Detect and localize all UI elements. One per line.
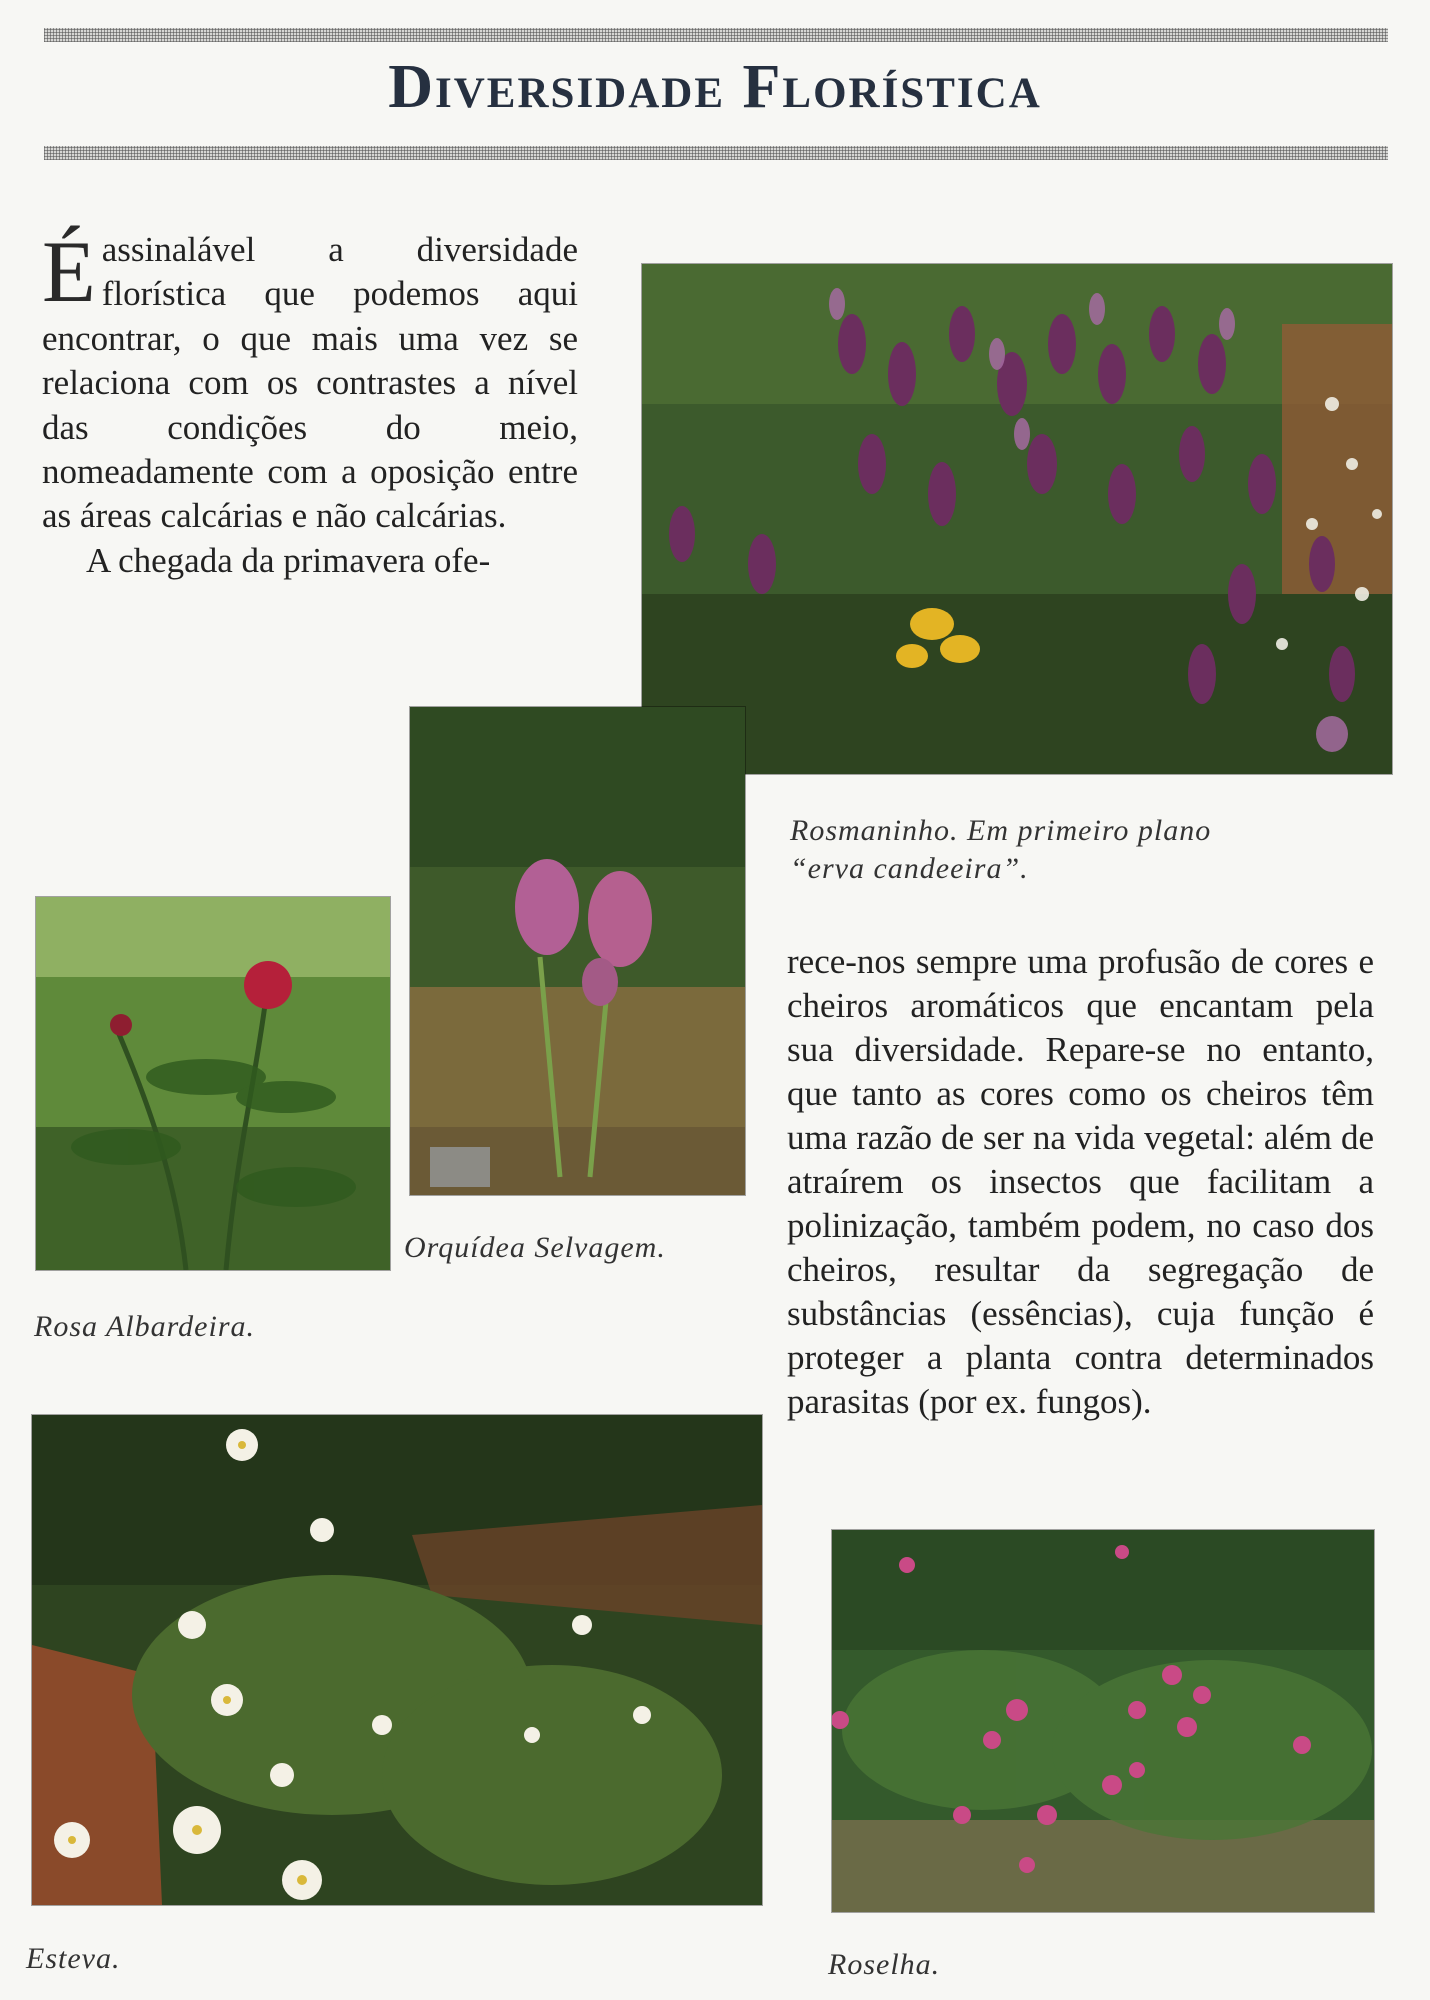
caption-roselha: Roselha.: [828, 1948, 941, 1981]
caption-orquidea: Orquídea Selvagem.: [404, 1231, 666, 1264]
photo-roselha: [832, 1530, 1374, 1912]
caption-rosmaninho-line2: “erva candeeira”.: [790, 852, 1029, 885]
intro-paragraph-text: assinalável a diversidade florística que podemos aqui encontrar, o que mais uma vez se relaciona com os contrastes a nível das condições do meio, nomeadamente com a oposição entre as áreas calcárias e não calcárias.: [42, 230, 578, 536]
caption-rosmaninho: [790, 812, 1310, 888]
page-title: Diversidade Florística: [388, 53, 1042, 121]
photo-orquidea: [410, 707, 745, 1195]
esteva-image: [32, 1415, 762, 1905]
photo-rosa: [36, 897, 390, 1270]
rosa-image: [36, 897, 390, 1270]
continuation-paragraph: rece-nos sempre uma profusão de cores e cheiros aromáticos que encantam pela sua diversidade. Repare-se no entanto, que tanto as cores como os cheiros têm uma razão de ser na vida vegetal: além de atraírem os insectos que facilitam a polinização, também podem, no caso dos cheiros, resultar da segregação de substâncias (essências), cuja função é proteger a planta contra determinados parasitas (por ex. fungos).: [787, 942, 1374, 1421]
header-rule-top: [44, 28, 1388, 42]
rosmaninho-image: [642, 264, 1392, 774]
photo-rosmaninho: [642, 264, 1392, 774]
orquidea-image: [410, 707, 745, 1195]
photo-esteva: [32, 1415, 762, 1905]
drop-cap: É: [42, 224, 96, 321]
caption-rosmaninho-line1: Rosmaninho. Em primeiro plano: [790, 814, 1212, 847]
intro-paragraph: [42, 224, 578, 539]
caption-rosa: Rosa Albardeira.: [34, 1310, 256, 1343]
header-rule-bottom: [44, 146, 1388, 160]
second-paragraph-start: A chegada da primavera ofe-: [86, 540, 491, 580]
caption-esteva: Esteva.: [26, 1942, 121, 1975]
intro-text-block: [42, 224, 578, 583]
roselha-image: [832, 1530, 1374, 1912]
continuation-text-block: [787, 940, 1374, 1424]
